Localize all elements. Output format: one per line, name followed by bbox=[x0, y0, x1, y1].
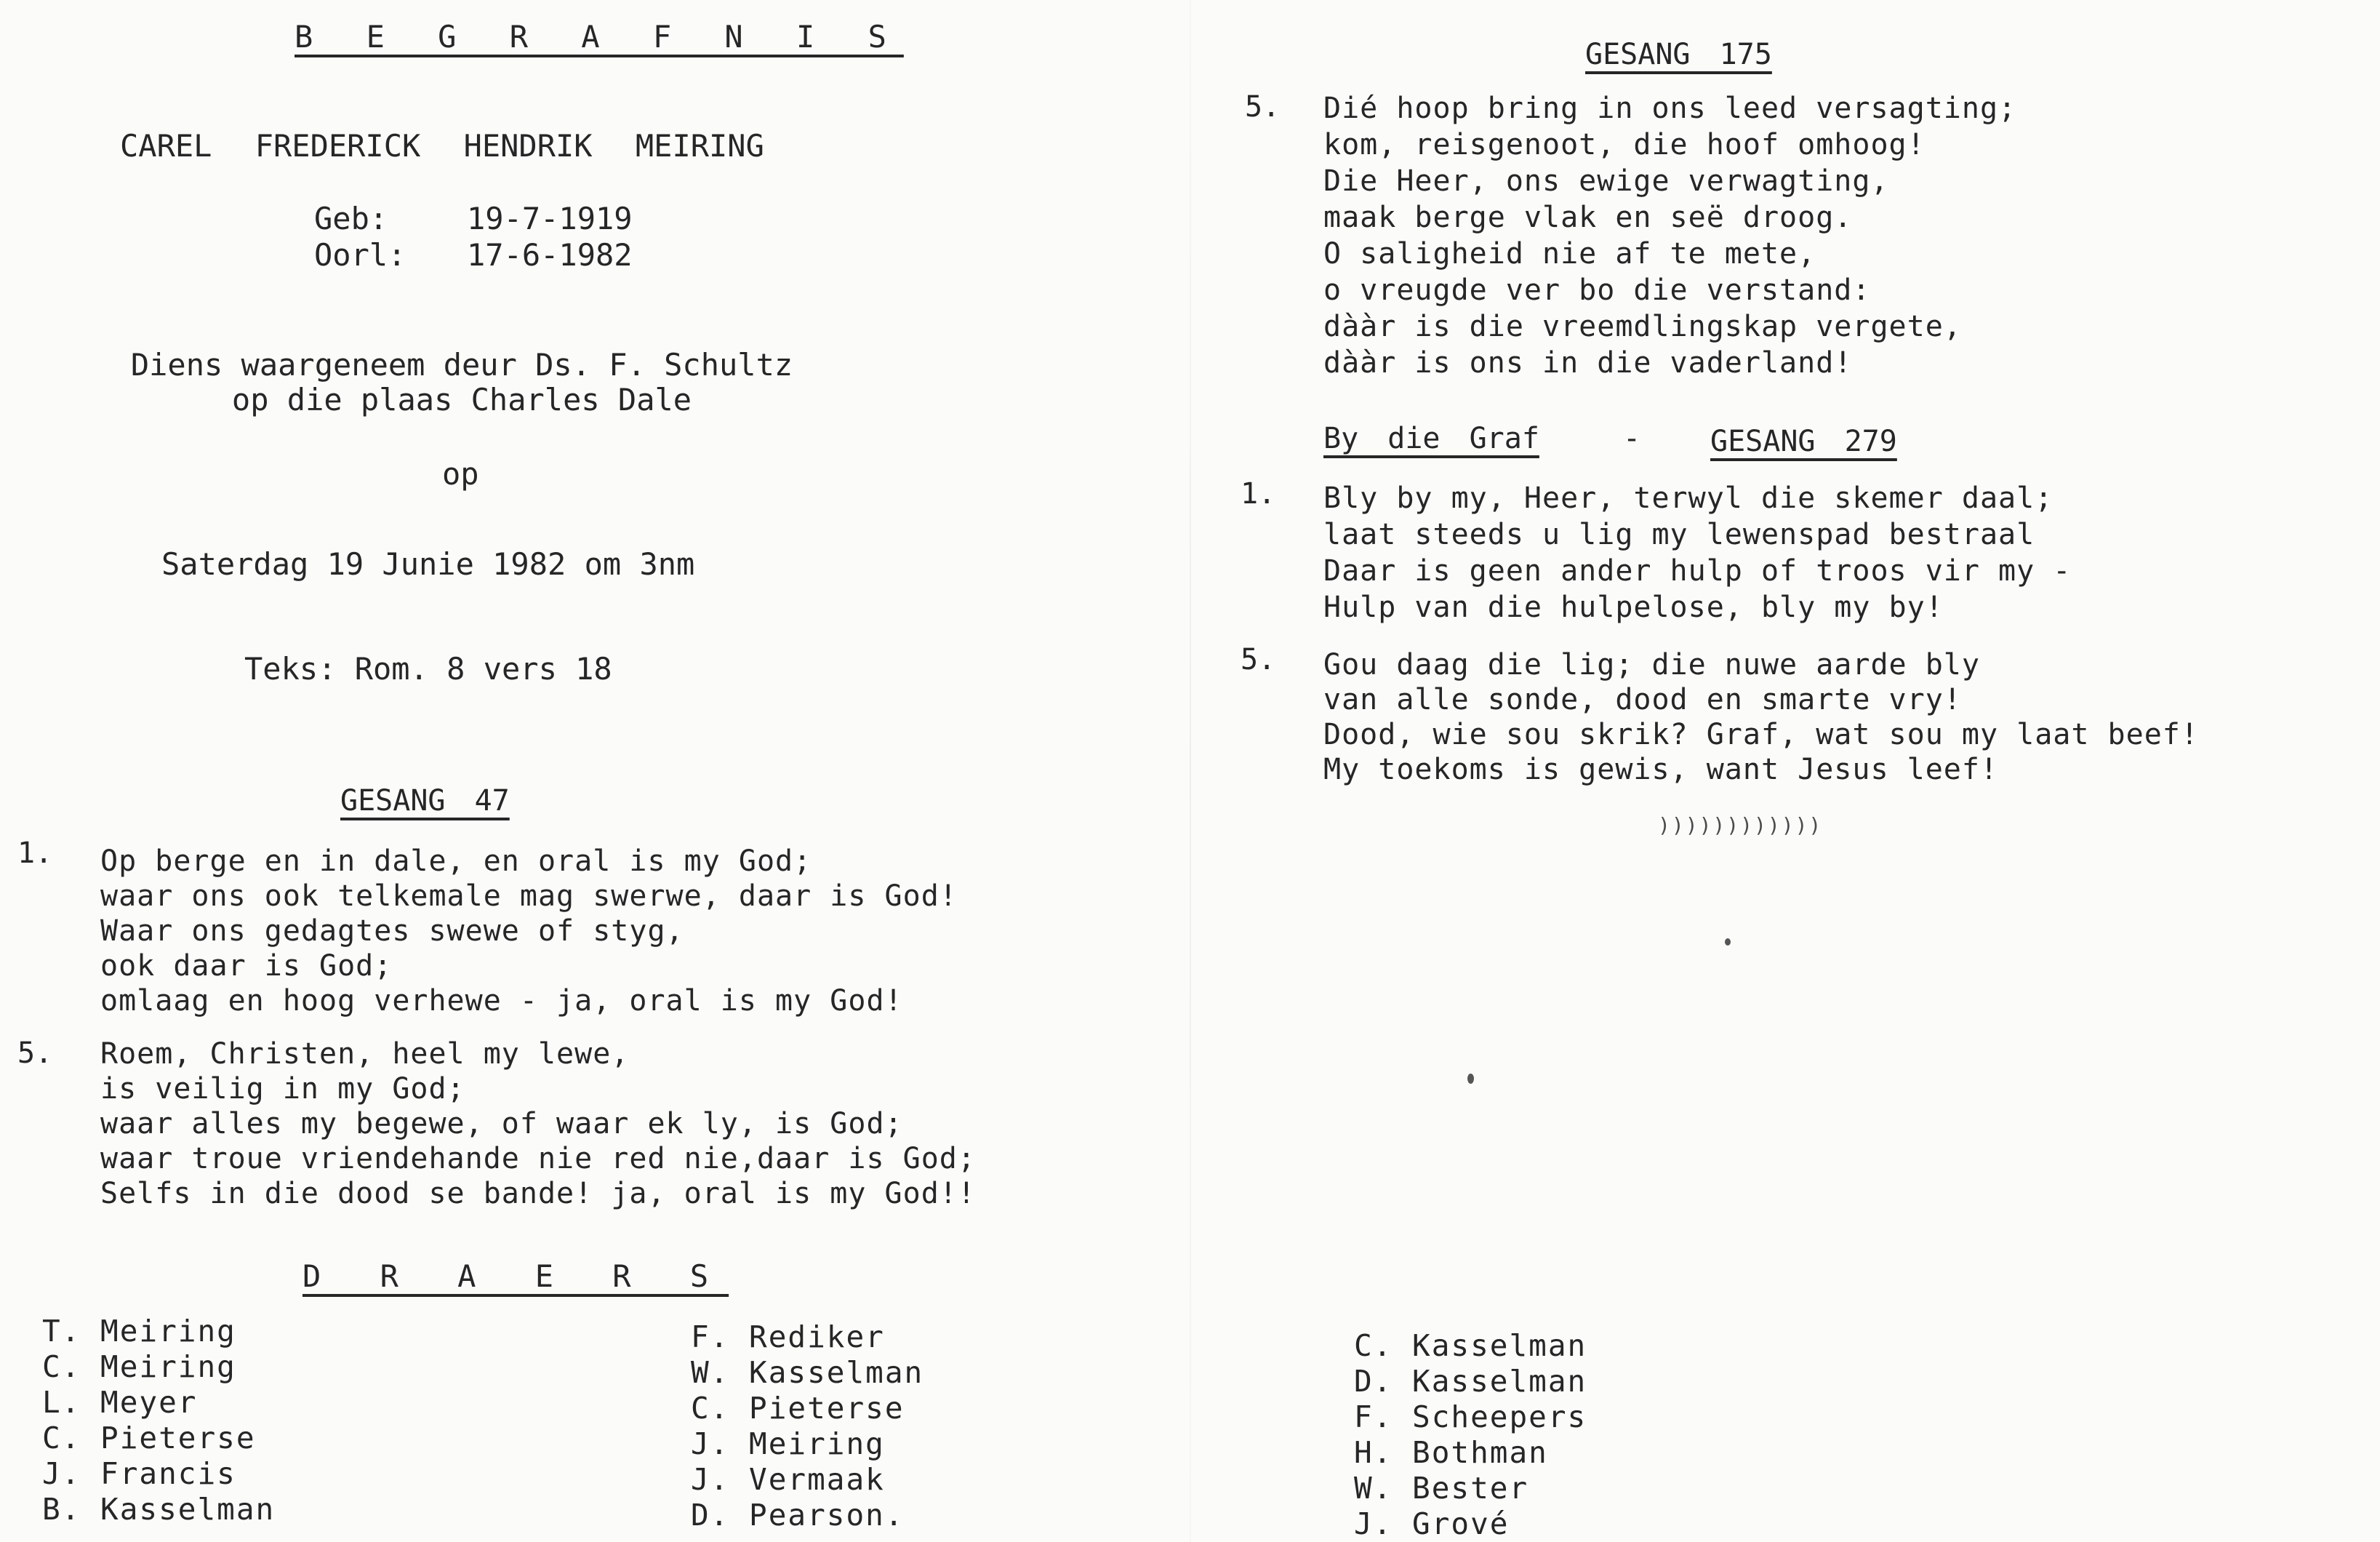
service-line-1: Diens waargeneem deur Ds. F. Schultz bbox=[130, 347, 793, 383]
hymn-279-verse-1 bbox=[1323, 480, 2071, 626]
born-date: 19-7-1919 bbox=[467, 201, 633, 236]
bearer-name: J. Meiring bbox=[691, 1426, 885, 1461]
hymn-175-heading: GESANG 175 bbox=[1585, 38, 1772, 71]
born-label: Geb: bbox=[314, 201, 388, 236]
graveside-label: By die Graf bbox=[1323, 422, 1539, 455]
hymn-279-verse-5 bbox=[1323, 647, 2199, 787]
service-info bbox=[44, 348, 880, 418]
hymn-279-verse-5-number: 5. bbox=[1241, 643, 1276, 676]
bearer-name: T. Meiring bbox=[42, 1314, 236, 1349]
bearer-name: D. Kasselman bbox=[1354, 1364, 1587, 1399]
bearer-name: F. Scheepers bbox=[1354, 1399, 1587, 1434]
bearer-name: C. Meiring bbox=[42, 1349, 236, 1384]
graveside-dash: - bbox=[1623, 422, 1641, 455]
bearers-column-1 bbox=[42, 1314, 275, 1527]
bearer-name: W. Kasselman bbox=[691, 1355, 924, 1390]
verse-line: Dood, wie sou skrik? Graf, wat sou my laat beef! bbox=[1323, 718, 2199, 751]
text-reference: Teks: Rom. 8 vers 18 bbox=[244, 651, 612, 687]
service-date: Saterdag 19 Junie 1982 om 3nm bbox=[161, 546, 695, 582]
born-row bbox=[314, 201, 633, 237]
paper-speck bbox=[1467, 1074, 1474, 1084]
verse-line: My toekoms is gewis, want Jesus leef! bbox=[1323, 753, 1999, 786]
verse-line: Daar is geen ander hulp of troos vir my - bbox=[1323, 554, 2072, 588]
bearers-column-2 bbox=[691, 1319, 923, 1533]
service-line-2: op die plaas Charles Dale bbox=[231, 382, 692, 418]
bearer-name: W. Bester bbox=[1354, 1471, 1529, 1506]
verse-line: waar troue vriendehande nie red nie,daar is God; bbox=[100, 1142, 976, 1175]
verse-line: is veilig in my God; bbox=[100, 1072, 465, 1106]
hymn-47-verse-5-number: 5. bbox=[17, 1036, 53, 1070]
verse-line: van alle sonde, dood en smarte vry! bbox=[1323, 683, 1962, 716]
died-label: Oorl: bbox=[314, 237, 406, 273]
died-date: 17-6-1982 bbox=[467, 237, 633, 273]
verse-line: maak berge vlak en seë droog. bbox=[1323, 201, 1853, 234]
left-page bbox=[0, 0, 1178, 1542]
bearer-name: H. Bothman bbox=[1354, 1435, 1548, 1470]
verse-line: Dié hoop bring in ons leed versagting; bbox=[1323, 92, 2017, 125]
verse-line: dààr is die vreemdlingskap vergete, bbox=[1323, 310, 1962, 343]
hymn-47-verse-5 bbox=[100, 1036, 976, 1211]
bearer-name: C. Pieterse bbox=[42, 1421, 256, 1455]
died-row bbox=[314, 237, 633, 273]
decorative-ornament: )))))))))))) bbox=[1658, 813, 1823, 837]
bearers-title: D R A E R S bbox=[302, 1258, 729, 1294]
verse-line: Hulp van die hulpelose, bly my by! bbox=[1323, 591, 1944, 624]
deceased-name: CAREL FREDERICK HENDRIK MEIRING bbox=[120, 128, 764, 164]
verse-line: Waar ons gedagtes swewe of styg, bbox=[100, 914, 684, 948]
bearer-name: B. Kasselman bbox=[42, 1492, 276, 1527]
hymn-279-verse-1-number: 1. bbox=[1241, 477, 1276, 511]
hymn-279-heading: GESANG 279 bbox=[1710, 425, 1897, 458]
bearer-name: J. Vermaak bbox=[691, 1462, 885, 1497]
verse-line: O saligheid nie af te mete, bbox=[1323, 237, 1816, 271]
verse-line: ook daar is God; bbox=[100, 949, 393, 983]
on-word: op bbox=[442, 456, 479, 492]
hymn-175-verse-5 bbox=[1323, 90, 2016, 381]
hymn-47-heading: GESANG 47 bbox=[340, 784, 510, 818]
verse-line: Roem, Christen, heel my lewe, bbox=[100, 1037, 630, 1071]
document-title: B E G R A F N I S bbox=[295, 19, 904, 55]
verse-line: waar alles my begewe, of waar ek ly, is God; bbox=[100, 1107, 903, 1140]
bearer-name: J. Francis bbox=[42, 1456, 236, 1491]
bearer-name: J. Grové bbox=[1354, 1506, 1510, 1541]
verse-line: kom, reisgenoot, die hoof omhoog! bbox=[1323, 128, 1926, 161]
bearer-name: D. Pearson. bbox=[691, 1498, 905, 1533]
verse-line: waar ons ook telkemale mag swerwe, daar is God! bbox=[100, 879, 958, 913]
verse-line: Die Heer, ons ewige verwagting, bbox=[1323, 164, 1889, 198]
bearer-name: C. Kasselman bbox=[1354, 1328, 1587, 1363]
hymn-47-verse-1 bbox=[100, 844, 958, 1018]
bearer-name: L. Meyer bbox=[42, 1385, 198, 1420]
bearer-name: C. Pieterse bbox=[691, 1391, 905, 1426]
verse-line: dààr is ons in die vaderland! bbox=[1323, 346, 1853, 380]
right-page bbox=[1178, 0, 2380, 1542]
paper-speck bbox=[1725, 938, 1731, 946]
life-dates bbox=[314, 201, 633, 273]
verse-line: Bly by my, Heer, terwyl die skemer daal; bbox=[1323, 482, 2054, 515]
hymn-175-verse-5-number: 5. bbox=[1245, 90, 1281, 124]
bearers-column-3 bbox=[1354, 1328, 1587, 1542]
verse-line: omlaag en hoog verhewe - ja, oral is my God! bbox=[100, 984, 903, 1018]
verse-line: laat steeds u lig my lewenspad bestraal bbox=[1323, 518, 2035, 551]
verse-line: Selfs in die dood se bande! ja, oral is my God!! bbox=[100, 1177, 976, 1210]
verse-line: Gou daag die lig; die nuwe aarde bly bbox=[1323, 648, 1980, 682]
verse-line: Op berge en in dale, en oral is my God; bbox=[100, 844, 812, 878]
hymn-47-verse-1-number: 1. bbox=[17, 836, 53, 870]
verse-line: o vreugde ver bo die verstand: bbox=[1323, 273, 1871, 307]
bearer-name: F. Rediker bbox=[691, 1319, 885, 1354]
